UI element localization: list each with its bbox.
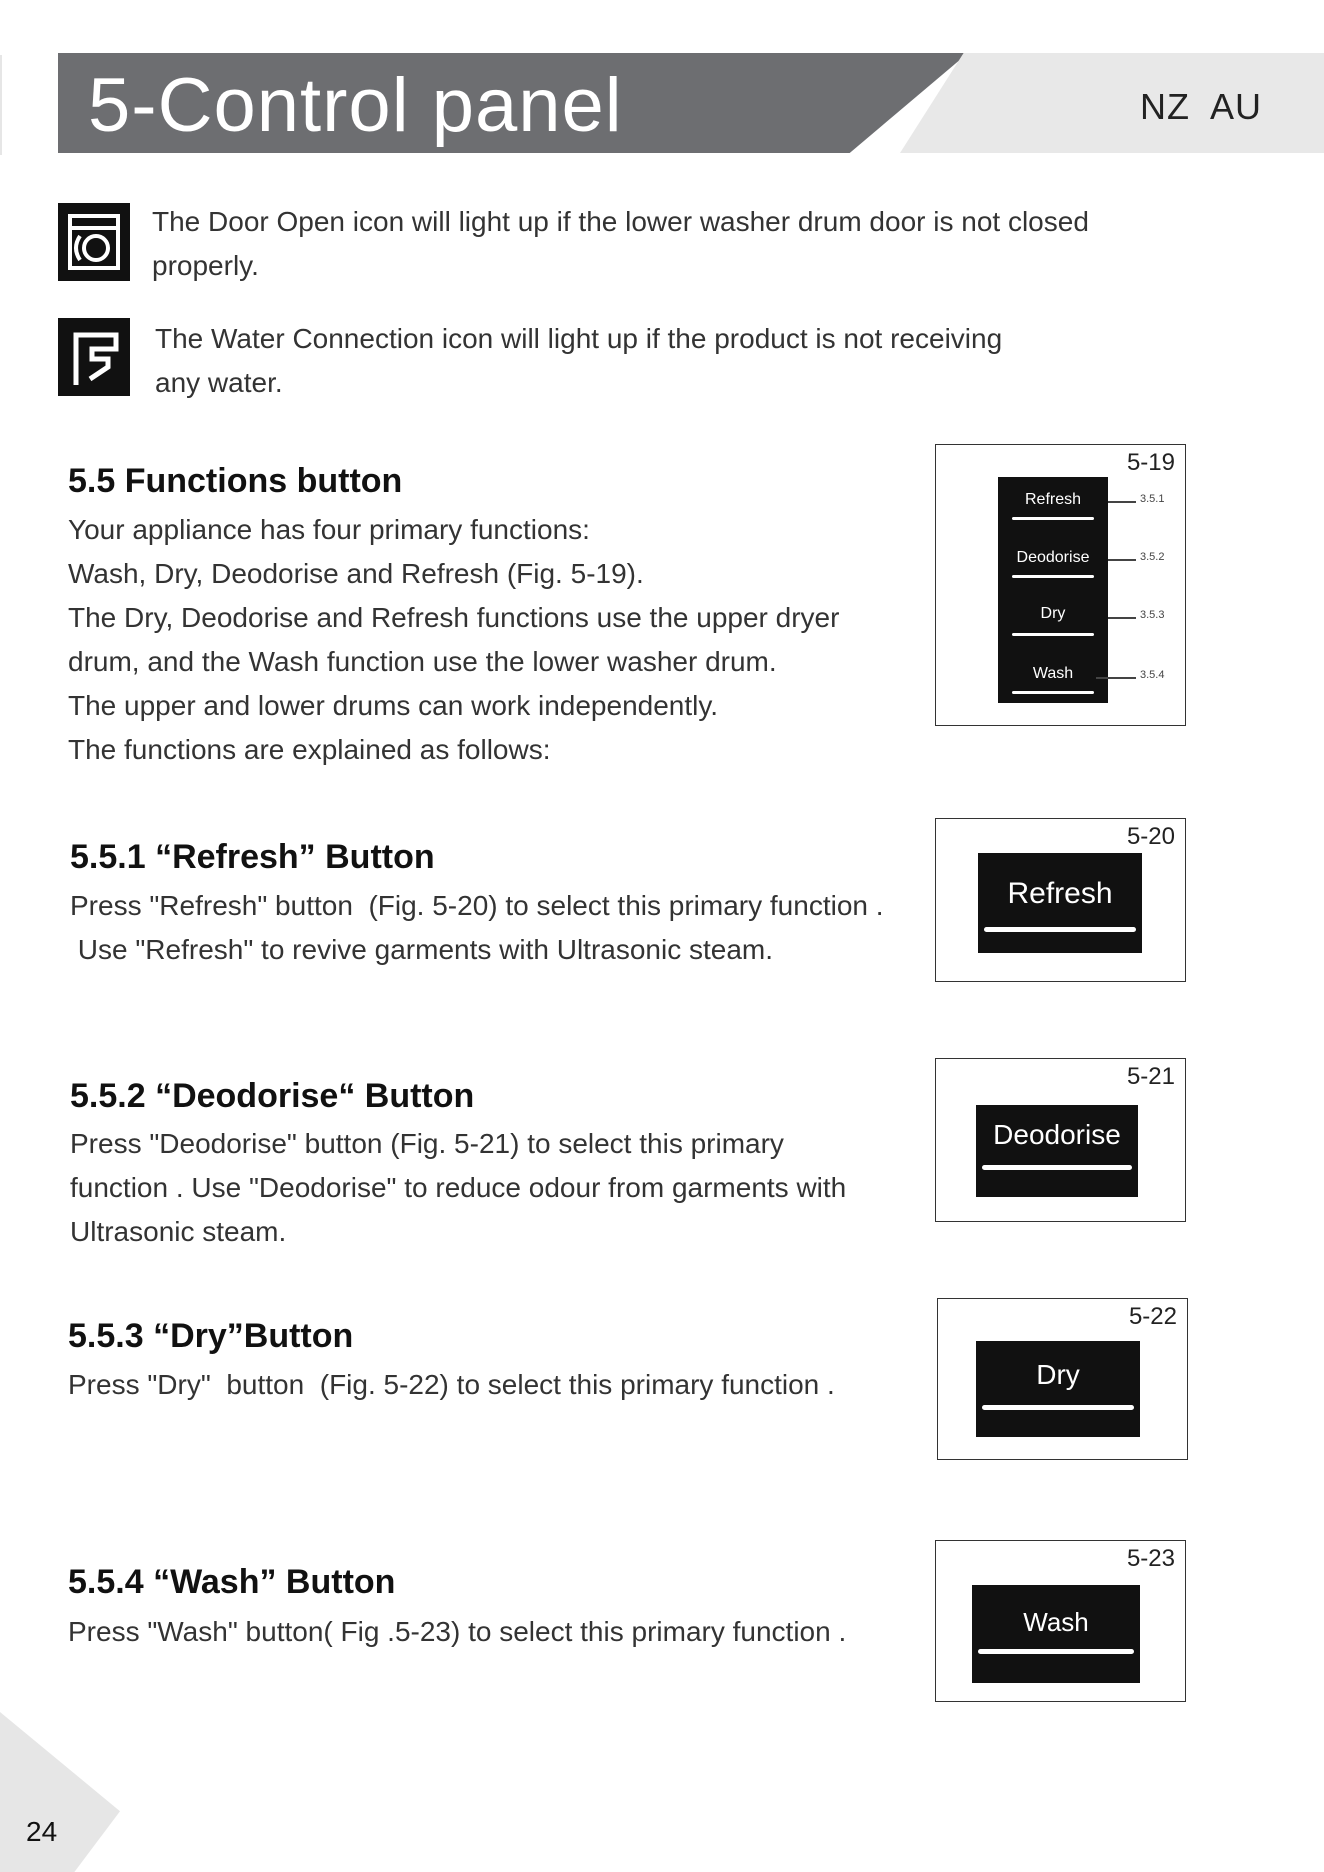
section-body-deodorise: Press "Deodorise" button (Fig. 5-21) to select this primary function . Use "Deodorise" to reduce odour from garments with Ultrasonic steam. [70,1128,847,1247]
deodorise-button-label: Deodorise [993,1119,1121,1150]
section-body-wash: Press "Wash" button( Fig .5-23) to select this primary function . [68,1616,847,1647]
deodorise-button-illustration [976,1105,1138,1197]
figure-label: 5-23 [1126,1545,1175,1572]
water-connection-icon [58,318,130,396]
dry-button-illustration [976,1341,1140,1437]
page-edge-line [0,55,2,155]
panel-item-wash: Wash [1032,665,1074,682]
section-title-refresh: 5.5.1 “Refresh” Button [70,838,435,876]
panel-code-dry: 3.5.3 [1140,609,1165,621]
function-panel [998,477,1108,703]
section-title-dry: 5.5.3 “Dry”Button [68,1317,354,1355]
figure-5-21 [935,1058,1186,1222]
button-underline [978,1649,1134,1654]
leader-line [1108,617,1136,619]
section-title-wash: 5.5.4 “Wash” Button [68,1563,396,1601]
page-title: 5-Control panel [88,63,623,148]
water-connection-description: The Water Connection icon will light up if the product is not receiving any water. [155,323,1003,398]
panel-item-refresh: Refresh [1024,491,1082,508]
section-body-dry: Press "Dry" button (Fig. 5-22) to select this primary function . [68,1369,835,1400]
figure-5-23 [935,1540,1186,1702]
panel-code-deodorise: 3.5.2 [1140,551,1165,563]
wash-button-label: Wash [1023,1607,1089,1637]
door-open-description: The Door Open icon will light up if the lower washer drum door is not closed properly. [152,206,1089,281]
leader-line [1108,501,1136,503]
panel-item-deodorise: Deodorise [1016,549,1090,566]
section-title-functions: 5.5 Functions button [68,462,403,500]
button-underline [982,1405,1134,1410]
panel-code-refresh: 3.5.1 [1140,493,1165,505]
figure-label: 5-22 [1128,1303,1177,1330]
wash-button-illustration [972,1585,1140,1683]
figure-label: 5-20 [1126,823,1175,850]
page-corner-decoration [0,1712,120,1872]
figure-5-20 [935,818,1186,982]
refresh-button-label: Refresh [1007,877,1113,910]
panel-item-underline [1012,691,1094,694]
page-number: 24 [26,1816,58,1847]
figure-label: 5-19 [1126,449,1175,476]
leader-line [1096,677,1136,679]
panel-item-underline [1012,517,1094,520]
figure-5-22 [937,1298,1188,1460]
dry-button-label: Dry [1036,1359,1080,1390]
figure-5-19 [935,444,1186,726]
leader-line [1108,559,1136,561]
refresh-button-illustration [978,853,1142,953]
section-title-deodorise: 5.5.2 “Deodorise“ Button [70,1077,475,1115]
section-body-refresh: Press "Refresh" button (Fig. 5-20) to select this primary function . Use "Refresh" to revive garments with Ultrasonic steam. [70,890,884,965]
button-underline [982,1165,1132,1170]
panel-item-underline [1012,575,1094,578]
button-underline [984,927,1136,932]
panel-item-underline [1012,633,1094,636]
door-open-icon [58,203,130,281]
figure-label: 5-21 [1126,1063,1175,1090]
region-label: NZ AU [1140,86,1263,127]
panel-item-dry: Dry [1040,605,1066,622]
section-body-functions: Your appliance has four primary functions: Wash, Dry, Deodorise and Refresh (Fig. 5-19). The Dry, Deodorise and Refresh functions use the upper dryer drum, and the Wash function use the lower washer drum. The upper and lower drums can work independently. The functions are explained as follows: [68,514,840,765]
panel-code-wash: 3.5.4 [1140,669,1165,681]
